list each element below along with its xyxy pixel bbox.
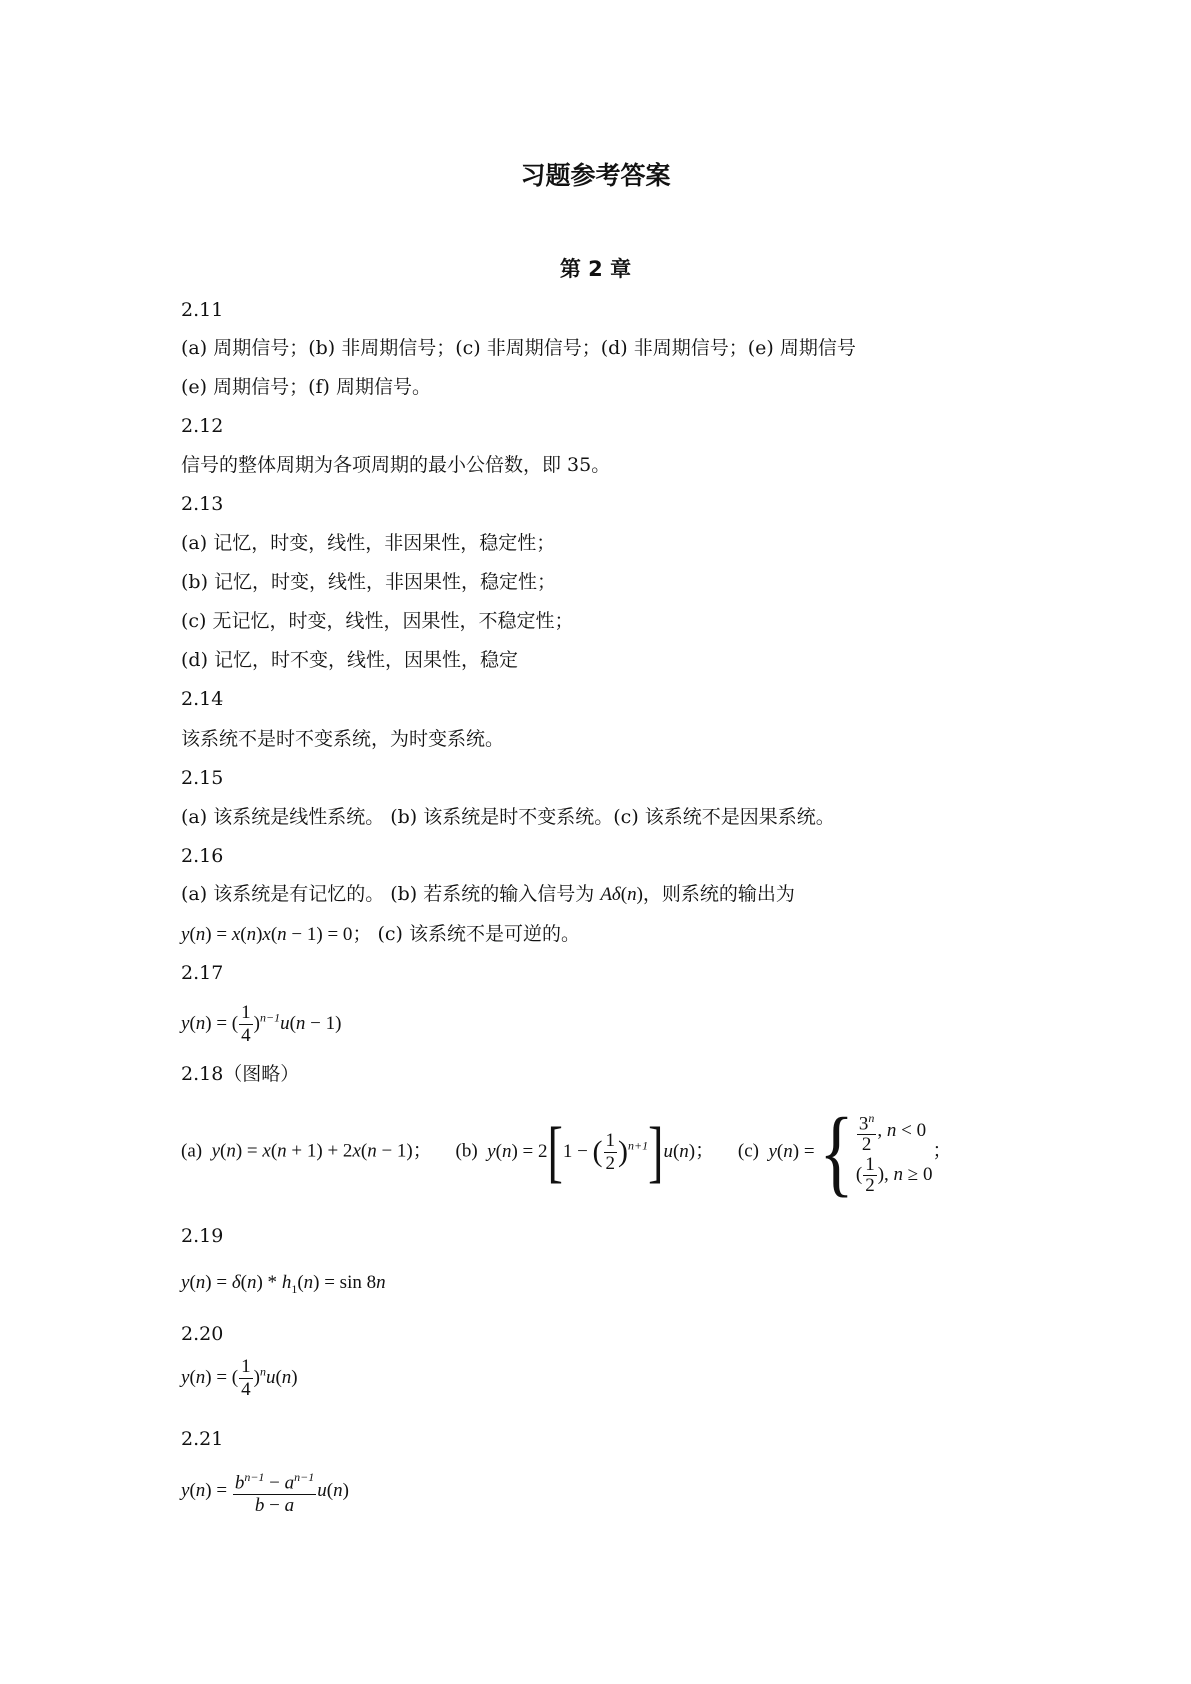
problem-number-2-17: 2.17 bbox=[181, 962, 224, 984]
problem-number-2-18: 2.18（图略） bbox=[181, 1063, 300, 1085]
formula-2-18-a: y(n) = x(n + 1) + 2x(n − 1) bbox=[211, 1140, 413, 1162]
answer-2-16-text-c: ； (c) 该系统不是可逆的。 bbox=[352, 923, 580, 945]
problem-number-2-19: 2.19 bbox=[181, 1225, 224, 1247]
formula-2-18-b: y(n) = 2[1 − ( $\frac{1}{2}$ )$^{n+1}$]u(n) bbox=[487, 1113, 696, 1190]
problem-number-2-14: 2.14 bbox=[181, 688, 224, 710]
formula-2-18-c: y(n) = { $\frac{3^n}{2}$ , n < 0 ( $\frac{1}{2}$ ), n ≥ 0 bbox=[768, 1098, 933, 1207]
formula-2-17: y(n) = ( $\frac{1}{4}$ )$^{n-1}$u(n − 1) bbox=[181, 1002, 342, 1046]
answer-2-13-a: (a) 记忆，时变，线性，非因果性，稳定性； bbox=[181, 532, 556, 554]
formula-2-16-output: y(n) = x(n)x(n − 1) = 0 bbox=[181, 924, 353, 945]
answer-2-12: 信号的整体周期为各项周期的最小公倍数，即 35。 bbox=[181, 454, 611, 476]
problem-number-2-16: 2.16 bbox=[181, 845, 224, 867]
problem-number-2-20: 2.20 bbox=[181, 1323, 224, 1345]
answer-2-18-label-c: (c) bbox=[737, 1140, 759, 1162]
separator: ； bbox=[932, 1140, 952, 1162]
answer-2-16-line-2 bbox=[181, 922, 580, 947]
separator: ； bbox=[412, 1140, 432, 1162]
problem-number-2-12: 2.12 bbox=[181, 415, 224, 437]
problem-number-2-13: 2.13 bbox=[181, 493, 224, 515]
answer-2-13-b: (b) 记忆，时变，线性，非因果性，稳定性； bbox=[181, 571, 557, 593]
formulas-2-18 bbox=[181, 1098, 952, 1207]
answer-2-16-text-b: ，则系统的输出为 bbox=[642, 883, 795, 905]
answer-2-11-line-1: (a) 周期信号；(b) 非周期信号；(c) 非周期信号；(d) 非周期信号；(e) 周期信号 bbox=[181, 337, 856, 359]
formula-2-21: y(n) = $\frac{b^{n-1} - a^{n-1}}{b - a}$ u(n) bbox=[181, 1466, 349, 1517]
separator: ； bbox=[695, 1140, 715, 1162]
answer-2-16-text-a: (a) 该系统是有记忆的。 (b) 若系统的输入信号为 bbox=[181, 883, 595, 905]
answer-2-15: (a) 该系统是线性系统。 (b) 该系统是时不变系统。(c) 该系统不是因果系统。 bbox=[181, 806, 835, 828]
answer-2-18-label-a: (a) bbox=[181, 1140, 203, 1162]
formula-a-delta-n: Aδ(n) bbox=[600, 884, 643, 905]
answer-2-16-line-1 bbox=[181, 882, 795, 907]
answer-2-13-d: (d) 记忆，时不变，线性，因果性，稳定 bbox=[181, 649, 519, 671]
problem-number-2-15: 2.15 bbox=[181, 767, 224, 789]
page-title: 习题参考答案 bbox=[520, 161, 671, 190]
answer-2-11-line-2: (e) 周期信号；(f) 周期信号。 bbox=[181, 376, 432, 398]
chapter-heading: 第 2 章 bbox=[559, 257, 632, 281]
formula-2-19: $y(n) = \delta(n) * h_1(n) = \sin 8n$ bbox=[181, 1272, 386, 1296]
formula-2-20: y(n) = ( $\frac{1}{4}$ )$^n$u(n) bbox=[181, 1356, 298, 1400]
problem-number-2-11: 2.11 bbox=[181, 299, 224, 321]
answer-2-14: 该系统不是时不变系统，为时变系统。 bbox=[181, 728, 505, 750]
problem-number-2-21: 2.21 bbox=[181, 1428, 224, 1450]
answer-2-18-label-b: (b) bbox=[455, 1140, 478, 1162]
answer-2-13-c: (c) 无记忆，时变，线性，因果性，不稳定性； bbox=[181, 610, 574, 632]
